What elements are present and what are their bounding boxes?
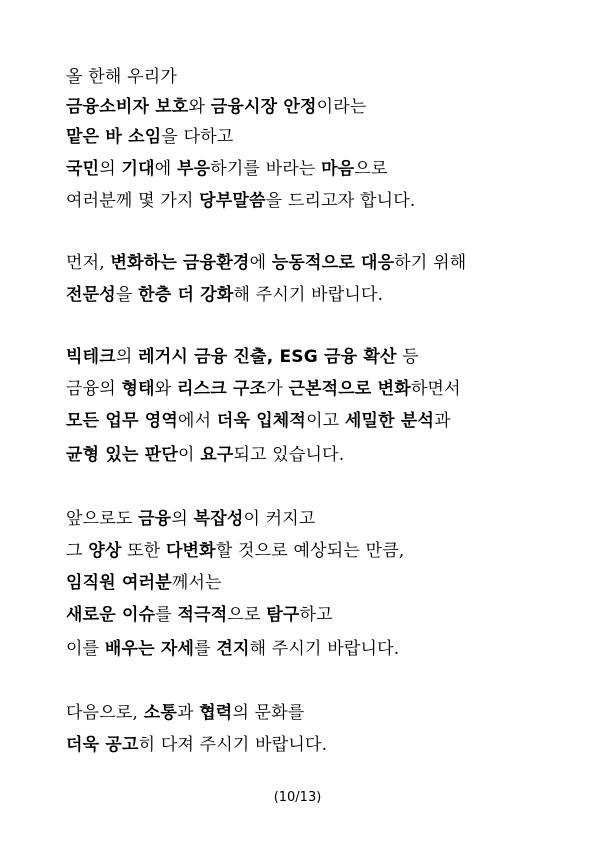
- text-segment: 먼저,: [66, 253, 111, 273]
- text-segment: 하면서: [410, 379, 461, 399]
- text-line: [66, 158, 388, 180]
- text-line: [66, 66, 177, 88]
- text-segment: 이라는: [316, 97, 367, 117]
- text-segment: 께서는: [171, 573, 222, 593]
- emphasis-text: 더욱 공고: [66, 735, 139, 755]
- text-line: [66, 540, 404, 562]
- text-line: [66, 126, 233, 148]
- emphasis-text: 당부말씀: [199, 191, 266, 211]
- text-segment: 해 주시기 바랍니다.: [249, 639, 400, 659]
- emphasis-text: 빅테크: [66, 347, 116, 367]
- emphasis-text: 근본적으로 변화: [288, 379, 411, 399]
- text-segment: 과: [176, 703, 200, 723]
- emphasis-text: 적극적: [177, 605, 228, 625]
- emphasis-text: 배우는 자세: [104, 639, 195, 659]
- text-line: [66, 346, 419, 368]
- emphasis-text: 세밀한 분석: [344, 411, 435, 431]
- emphasis-text: 금융: [138, 509, 172, 529]
- emphasis-text: 다변화: [165, 541, 216, 561]
- text-segment: 등: [396, 347, 419, 367]
- text-line: [66, 508, 316, 530]
- text-segment: 으로: [354, 159, 388, 179]
- text-segment: 과: [434, 411, 451, 431]
- text-segment: 를: [155, 605, 178, 625]
- text-segment: 히 다져 주시기 바랍니다.: [138, 735, 328, 755]
- text-segment: 을 드리고자 합니다.: [265, 191, 416, 211]
- text-segment: 이 커지고: [243, 509, 316, 529]
- text-line: [66, 702, 305, 724]
- text-segment: 를: [194, 639, 217, 659]
- emphasis-text: 탐구: [266, 605, 300, 625]
- text-segment: 을 다하고: [161, 127, 234, 147]
- text-segment: 의 문화를: [232, 703, 305, 723]
- page-number: (10/13): [273, 790, 322, 805]
- emphasis-text: 변화하는 금융환경: [110, 253, 250, 273]
- text-line: [66, 190, 415, 212]
- text-segment: 하기 위해: [394, 253, 467, 273]
- emphasis-text: 협력: [199, 703, 233, 723]
- emphasis-text: 국민: [66, 159, 100, 179]
- emphasis-text: 금융소비자 보호: [66, 97, 189, 117]
- text-line: [66, 572, 222, 594]
- text-line: [66, 638, 399, 660]
- emphasis-text: 금융시장 안정: [210, 97, 317, 117]
- emphasis-text: 임직원 여러분: [66, 573, 172, 593]
- text-segment: 가: [266, 379, 289, 399]
- text-segment: 앞으로도: [66, 509, 139, 529]
- emphasis-text: 양상: [88, 541, 122, 561]
- text-line: [66, 252, 466, 274]
- text-segment: 을: [115, 285, 139, 305]
- emphasis-text: 복잡성: [193, 509, 244, 529]
- text-segment: 다음으로,: [66, 703, 144, 723]
- text-line: [66, 410, 451, 432]
- text-segment: 에: [154, 159, 177, 179]
- text-segment: 여러분께 몇 가지: [66, 191, 200, 211]
- text-line: [66, 734, 327, 756]
- emphasis-text: 마음: [321, 159, 355, 179]
- text-segment: 와: [154, 379, 177, 399]
- text-segment: 올 한해 우리가: [66, 67, 177, 87]
- emphasis-text: 요구: [200, 445, 234, 465]
- text-segment: 이고: [306, 411, 345, 431]
- text-segment: 되고 있습니다.: [233, 445, 345, 465]
- emphasis-text: 전문성: [66, 285, 116, 305]
- emphasis-text: 맡은 바 소임: [66, 127, 162, 147]
- text-segment: 하고: [299, 605, 333, 625]
- emphasis-text: 균형 있는 판단: [66, 445, 178, 465]
- text-segment: 의: [115, 347, 139, 367]
- text-segment: 또한: [121, 541, 166, 561]
- text-segment: 이를: [66, 639, 105, 659]
- text-line: [66, 284, 383, 306]
- text-segment: 할 것으로 예상되는 만큼,: [215, 541, 405, 561]
- emphasis-text: 모든 업무 영역: [66, 411, 178, 431]
- emphasis-text: 리스크 구조: [176, 379, 267, 399]
- text-line: [66, 96, 366, 118]
- emphasis-text: 새로운 이슈: [66, 605, 156, 625]
- emphasis-text: 견지: [216, 639, 250, 659]
- emphasis-text: 능동적으로 대응: [271, 253, 395, 273]
- text-segment: 이: [177, 445, 201, 465]
- text-segment: 의: [99, 159, 122, 179]
- text-segment: 에서: [177, 411, 217, 431]
- text-segment: 와: [188, 97, 211, 117]
- text-segment: 의: [171, 509, 194, 529]
- text-line: [66, 444, 344, 466]
- emphasis-text: 한층 더 강화: [138, 285, 234, 305]
- emphasis-text: 형태: [121, 379, 155, 399]
- emphasis-text: 레거시 금융 진출, ESG 금융 확산: [138, 347, 397, 367]
- text-line: [66, 378, 461, 400]
- emphasis-text: 더욱 입체적: [216, 411, 307, 431]
- emphasis-text: 부응: [176, 159, 211, 179]
- text-segment: 금융의: [66, 379, 122, 399]
- text-segment: 해 주시기 바랍니다.: [233, 285, 384, 305]
- emphasis-text: 기대: [121, 159, 155, 179]
- text-segment: 그: [66, 541, 89, 561]
- emphasis-text: 소통: [143, 703, 177, 723]
- text-line: [66, 604, 333, 626]
- text-segment: 에: [249, 253, 272, 273]
- text-segment: 하기를 바라는: [210, 159, 322, 179]
- text-segment: 으로: [227, 605, 267, 625]
